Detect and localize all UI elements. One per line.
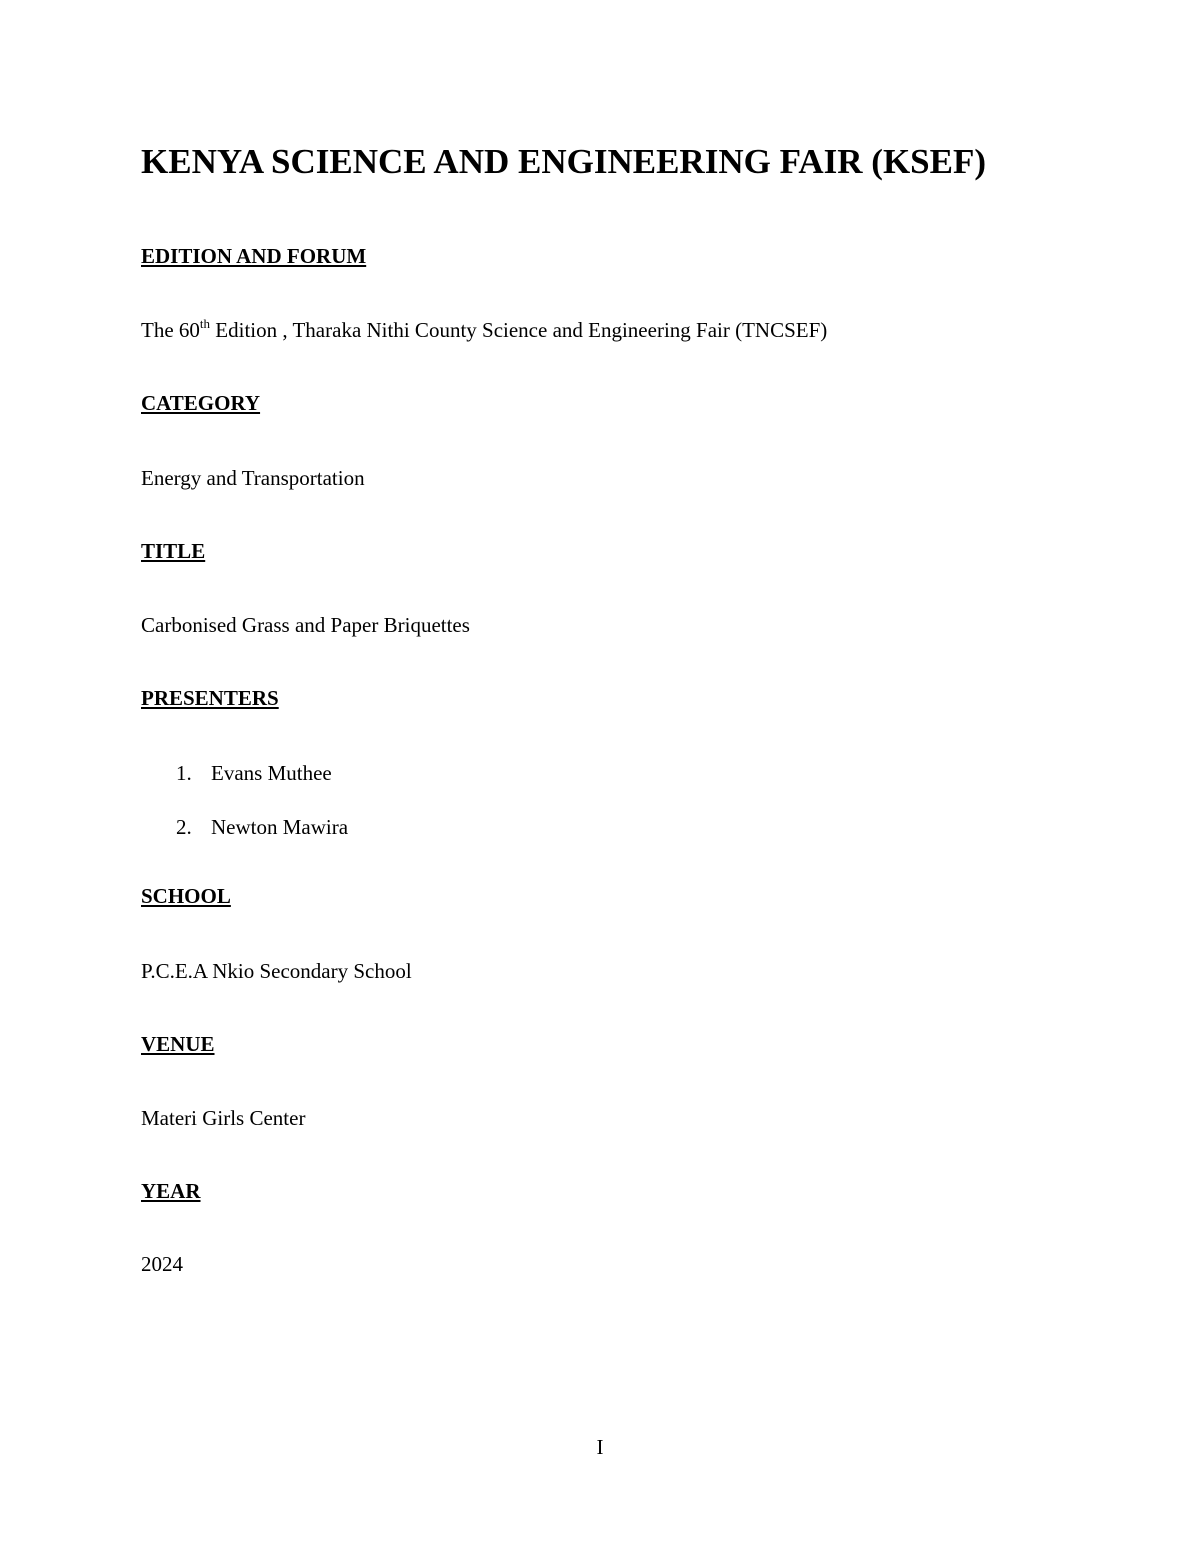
list-item-number: 2.	[176, 815, 192, 839]
list-item	[176, 759, 332, 787]
category-value: Energy and Transportation	[141, 466, 365, 490]
year-heading: YEAR	[141, 1179, 201, 1203]
presenters-heading: PRESENTERS	[141, 686, 279, 710]
presenter-name: Evans Muthee	[211, 761, 332, 785]
year-value: 2024	[141, 1252, 183, 1276]
title-heading: TITLE	[141, 539, 206, 563]
presenter-name: Newton Mawira	[211, 815, 349, 839]
school-value: P.C.E.A Nkio Secondary School	[141, 959, 412, 983]
school-heading: SCHOOL	[141, 884, 231, 908]
list-item-number: 1.	[176, 761, 192, 785]
list-item	[176, 813, 348, 841]
venue-heading: VENUE	[141, 1032, 215, 1056]
project-title-value: Carbonised Grass and Paper Briquettes	[141, 613, 470, 637]
category-heading: CATEGORY	[141, 391, 261, 415]
edition-superscript: th	[199, 316, 211, 331]
edition-suffix: Edition , Tharaka Nithi County Science and Engineering Fair (TNCSEF)	[210, 318, 828, 342]
edition-heading: EDITION AND FORUM	[141, 244, 367, 268]
document-title: KENYA SCIENCE AND ENGINEERING FAIR (KSEF)	[141, 142, 987, 181]
edition-text	[141, 316, 827, 344]
venue-value: Materi Girls Center	[141, 1106, 306, 1130]
page-number: I	[596, 1435, 604, 1459]
edition-prefix: The 60	[141, 318, 200, 342]
